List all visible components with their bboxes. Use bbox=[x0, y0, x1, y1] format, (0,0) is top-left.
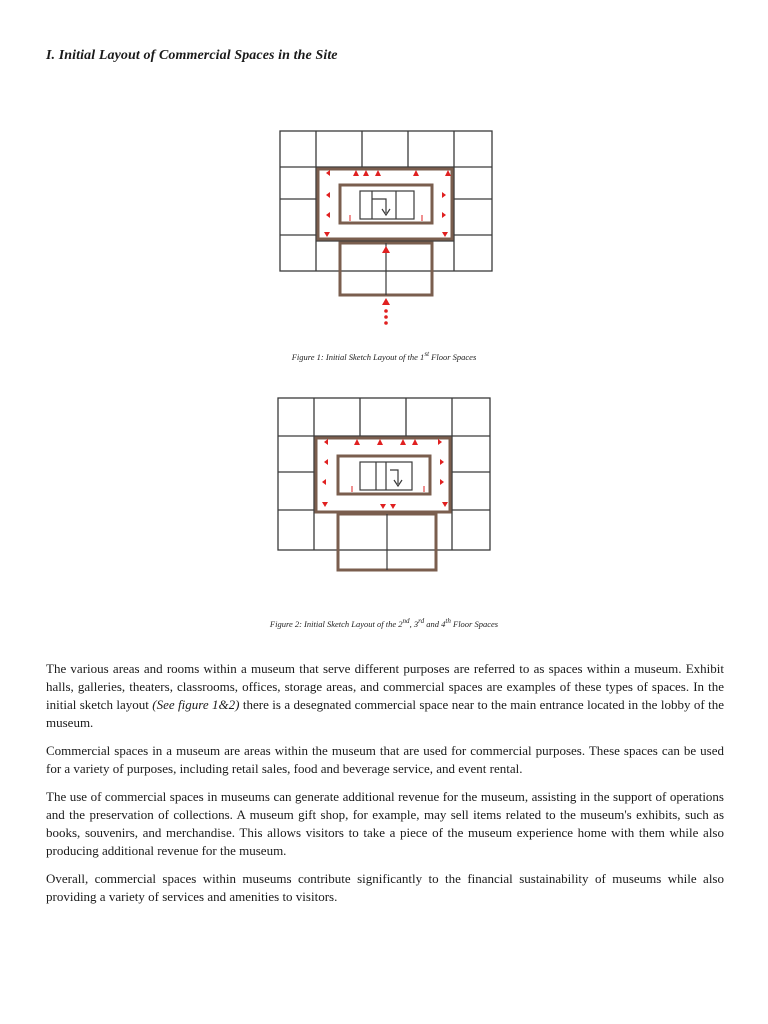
paragraph-text: there is a desegnated commercial space near to the main entrance located in the lobby of the museum. bbox=[46, 697, 724, 730]
figure-2-caption bbox=[0, 617, 768, 629]
section-heading: I. Initial Layout of Commercial Spaces in the Site bbox=[46, 48, 338, 63]
paragraph-4: Overall, commercial spaces within museums contribute significantly to the financial sustainability of museums while also providing a variety of services and amenities to visitors. bbox=[46, 871, 724, 904]
paragraph-2: Commercial spaces in a museum are areas within the museum that are used for commercial purposes. These spaces can be used for a variety of purposes, including retail sales, food and beverage service, and event rental. bbox=[46, 743, 724, 776]
figure-reference: (See figure 1&2) bbox=[152, 697, 240, 712]
caption-text: Figure 1: Initial Sketch Layout of the 1 bbox=[291, 351, 425, 362]
floor-plan-2-drawing bbox=[190, 378, 576, 608]
paragraph-text: The various areas and rooms within a museum that serve different purposes are referred to as spaces within a museum. Exhibit halls, galleries, theaters, classrooms, offices, storage areas, and commercial spaces are examples of these types of spaces. In the initial sketch layout bbox=[46, 661, 724, 712]
floor-plan-1-drawing bbox=[200, 103, 566, 340]
paragraph-1 bbox=[46, 660, 724, 732]
figure-1-caption bbox=[0, 350, 768, 362]
caption-sup: rd bbox=[418, 617, 425, 625]
outer-frame bbox=[278, 398, 490, 550]
body-text bbox=[46, 660, 724, 916]
caption-text: Floor Spaces bbox=[450, 618, 499, 629]
paragraph-3: The use of commercial spaces in museums can generate additional revenue for the museum, assisting in the support of operations and the preservation of collections. A museum gift shop, for example, may sell items related to the museum's exhibits, such as books, souvenirs, and merchandise. This allows visitors to take a piece of the museum experience home with them while also producing additional revenue for the museum. bbox=[46, 789, 724, 858]
caption-text: Figure 2: Initial Sketch Layout of the 2 bbox=[269, 618, 403, 629]
figure-1-floor-plan bbox=[200, 103, 566, 340]
caption-text: and 4 bbox=[424, 618, 446, 629]
caption-sup: th bbox=[445, 617, 451, 625]
caption-text: Floor Spaces bbox=[429, 351, 477, 362]
figure-2-floor-plan bbox=[190, 378, 576, 608]
caption-sup: st bbox=[424, 350, 430, 358]
caption-text: , 3 bbox=[409, 618, 419, 629]
caption-sup: nd bbox=[402, 617, 410, 625]
